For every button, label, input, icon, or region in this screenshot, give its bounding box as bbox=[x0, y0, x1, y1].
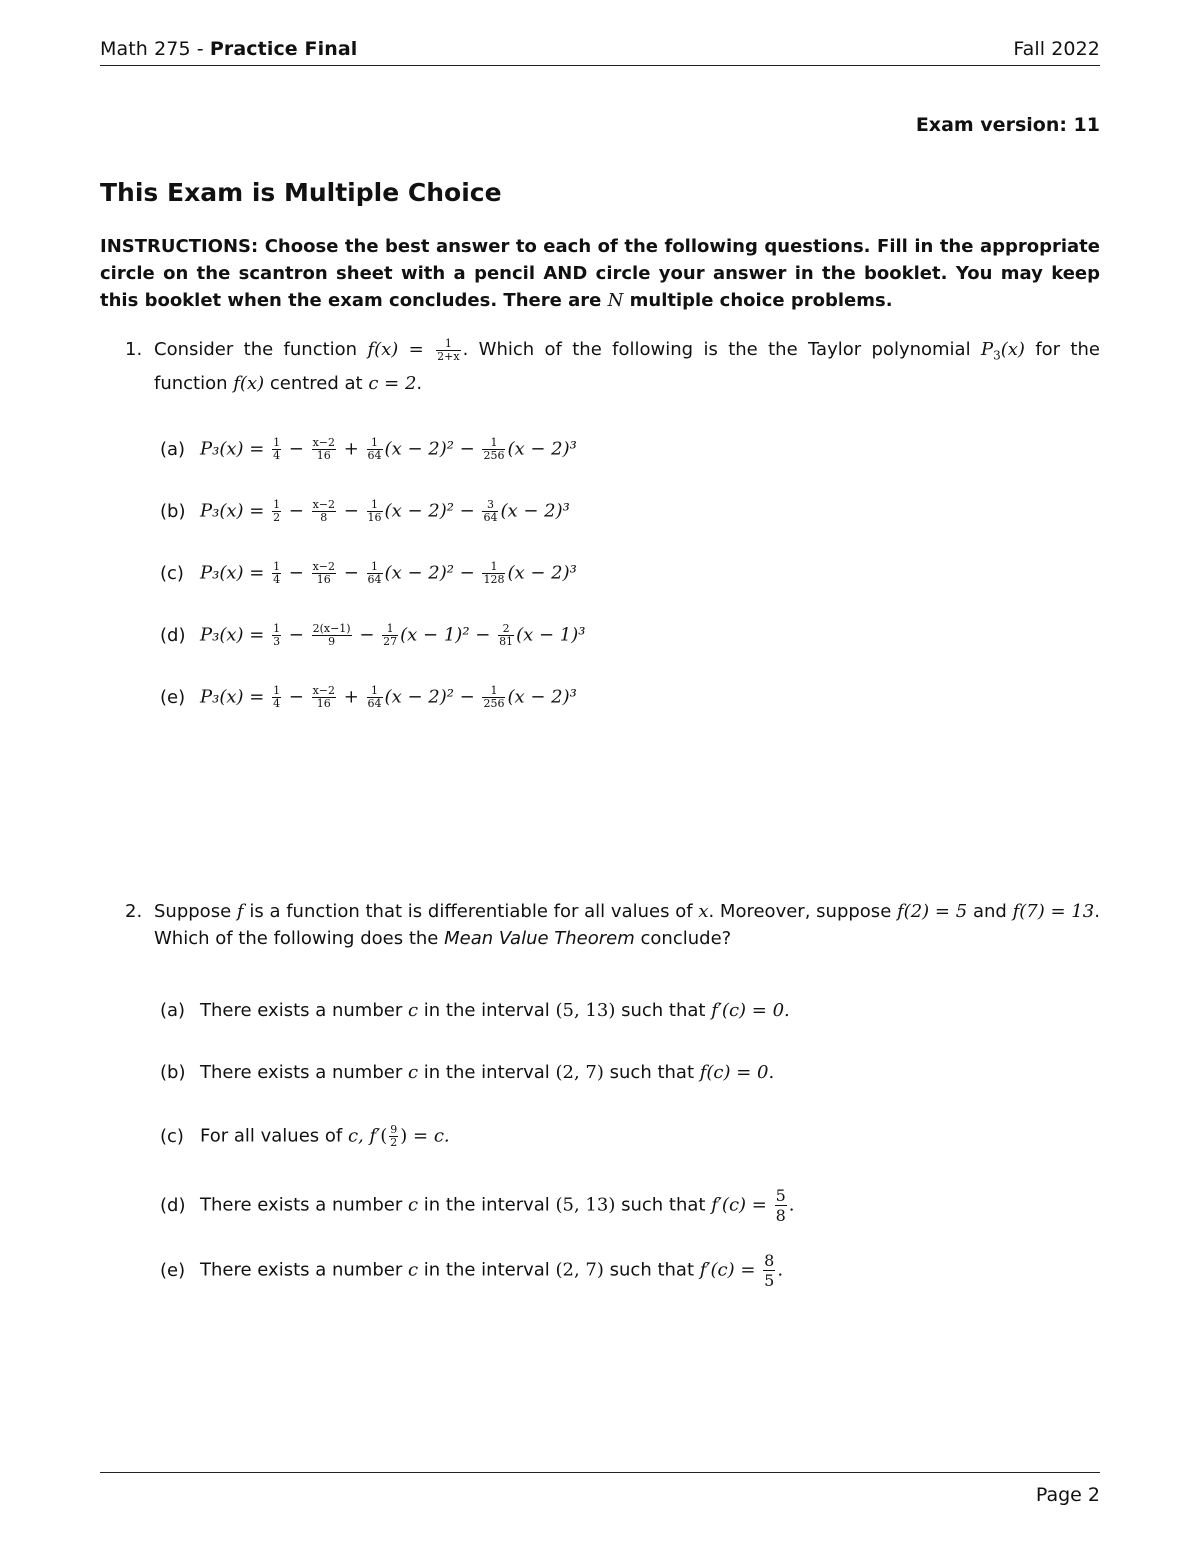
fraction-denominator: 2+x bbox=[437, 349, 460, 363]
option-label: (e) bbox=[160, 686, 186, 708]
course-label: Math 275 - bbox=[100, 38, 210, 60]
fraction-numerator: x−2 bbox=[312, 684, 336, 697]
math-paren: ) bbox=[400, 1125, 408, 1147]
math-expression: (5, 13) bbox=[555, 1000, 616, 1021]
fraction-denominator: 9 bbox=[312, 635, 352, 648]
option-label: (b) bbox=[160, 1062, 186, 1083]
math-expression: f(x) = bbox=[367, 339, 435, 360]
math-expression: (x − 2)² bbox=[384, 438, 454, 460]
math-operator: − bbox=[338, 500, 365, 522]
document-title: Practice Final bbox=[209, 38, 358, 60]
question-text: for the function bbox=[154, 339, 1100, 394]
page-heading: This Exam is Multiple Choice bbox=[100, 178, 502, 207]
option-text: There exists a number bbox=[200, 1259, 408, 1281]
math-expression: c = 2 bbox=[368, 372, 417, 394]
fraction-numerator: 3 bbox=[486, 498, 494, 511]
option-text: For all values of bbox=[200, 1125, 348, 1147]
fraction bbox=[272, 685, 281, 710]
question-text: and bbox=[972, 901, 1007, 922]
fraction bbox=[367, 561, 383, 586]
fraction-denominator: 16 bbox=[312, 573, 336, 586]
math-operator: − bbox=[338, 562, 365, 584]
question-number: 2. bbox=[125, 901, 143, 922]
math-expression: P₃(x) = bbox=[200, 438, 271, 460]
fraction bbox=[312, 623, 352, 648]
answer-option bbox=[160, 1000, 790, 1021]
fraction-numerator: 1 bbox=[273, 436, 281, 449]
math-operator: − bbox=[453, 686, 481, 708]
math-operator: − bbox=[283, 500, 310, 522]
option-text: in the interval bbox=[418, 1259, 556, 1281]
math-expression: f bbox=[236, 901, 244, 922]
answer-option bbox=[160, 1186, 795, 1225]
instructions-lead: INSTRUCTIONS: bbox=[100, 236, 259, 257]
fraction-numerator: 1 bbox=[444, 336, 452, 350]
fraction bbox=[272, 623, 281, 648]
fraction bbox=[482, 499, 498, 524]
fraction bbox=[482, 685, 505, 710]
fraction bbox=[312, 499, 336, 524]
option-text: There exists a number bbox=[200, 1000, 408, 1021]
math-operator: − bbox=[469, 624, 497, 646]
fraction-numerator: 1 bbox=[490, 684, 498, 697]
math-operator: − bbox=[353, 624, 381, 646]
question-text: centred at bbox=[269, 372, 363, 394]
fraction bbox=[312, 685, 336, 710]
fraction-denominator: 8 bbox=[312, 511, 336, 524]
footer-rule bbox=[100, 1472, 1100, 1473]
option-label: (a) bbox=[160, 1000, 186, 1021]
option-label: (a) bbox=[160, 438, 186, 460]
question-text: . Which of the following does the bbox=[154, 901, 1100, 949]
answer-option bbox=[160, 623, 585, 648]
fraction-denominator: 3 bbox=[273, 635, 281, 648]
math-expression: (x − 2)³ bbox=[507, 438, 577, 460]
option-label: (d) bbox=[160, 624, 186, 646]
fraction bbox=[367, 437, 383, 462]
option-text: in the interval bbox=[418, 1194, 556, 1216]
math-operator: − bbox=[283, 438, 310, 460]
answer-option bbox=[160, 1062, 774, 1083]
fraction-numerator: x−2 bbox=[312, 436, 336, 449]
math-expression: (x − 2)³ bbox=[500, 500, 570, 522]
fraction-denominator: 64 bbox=[367, 449, 382, 462]
math-expression: (x − 2)² bbox=[384, 562, 454, 584]
answer-option bbox=[160, 561, 577, 586]
math-operator: − bbox=[283, 686, 310, 708]
exam-version: Exam version: 11 bbox=[915, 114, 1100, 136]
instructions-var: N bbox=[607, 290, 624, 311]
math-operator: + bbox=[338, 686, 365, 708]
option-text: such that bbox=[615, 1000, 712, 1021]
option-text: such that bbox=[615, 1194, 712, 1216]
fraction-denominator: 128 bbox=[483, 573, 505, 586]
question-text: Suppose bbox=[154, 901, 232, 922]
fraction-numerator: 2(x−1) bbox=[312, 622, 351, 635]
fraction-denominator: 5 bbox=[764, 1271, 775, 1290]
math-expression: (x − 1)³ bbox=[516, 624, 586, 646]
question-text: . Moreover, suppose bbox=[708, 901, 892, 922]
answer-option bbox=[160, 1251, 783, 1290]
fraction-numerator: x−2 bbox=[312, 560, 336, 573]
fraction bbox=[312, 561, 336, 586]
math-operator: − bbox=[283, 624, 310, 646]
fraction-numerator: 8 bbox=[764, 1251, 775, 1270]
fraction-numerator: 1 bbox=[490, 560, 498, 573]
math-expression: P₃(x) = bbox=[200, 500, 271, 522]
math-expression: c, bbox=[347, 1125, 364, 1147]
math-operator: − bbox=[453, 500, 481, 522]
math-expression: f(2) = 5 bbox=[897, 901, 968, 922]
fraction-numerator: 1 bbox=[371, 498, 379, 511]
math-expression: (x − 1)² bbox=[400, 624, 470, 646]
fraction-denominator: 64 bbox=[367, 573, 382, 586]
fraction-numerator: 1 bbox=[371, 436, 379, 449]
math-expression: f′ bbox=[369, 1125, 381, 1147]
fraction-denominator: 27 bbox=[383, 635, 398, 648]
fraction-numerator: 1 bbox=[371, 684, 379, 697]
option-text: such that bbox=[603, 1259, 700, 1281]
fraction bbox=[272, 499, 281, 524]
answer-option bbox=[160, 499, 570, 524]
fraction bbox=[482, 561, 505, 586]
question-1: 1. Consider the function f(x) = $\frac{1}{2+x}$ . Which of the following is the the Taylor polynomial $P_3(x)$ for the function f(x) centred at c = 2. bbox=[125, 336, 1100, 394]
question-text: conclude? bbox=[640, 928, 732, 949]
page-header-left bbox=[100, 38, 357, 60]
fraction-denominator: 4 bbox=[273, 449, 281, 462]
math-expression: (x − 2)³ bbox=[507, 686, 577, 708]
answer-option bbox=[160, 437, 577, 462]
fraction-denominator: 16 bbox=[367, 511, 382, 524]
option-label: (e) bbox=[160, 1259, 186, 1281]
fraction-numerator: 1 bbox=[371, 560, 379, 573]
math-expression: (x − 2)² bbox=[384, 686, 454, 708]
math-operator: − bbox=[453, 562, 481, 584]
math-expression: P bbox=[980, 339, 994, 360]
option-text: There exists a number bbox=[200, 1194, 408, 1216]
math-expression: c bbox=[407, 1062, 419, 1083]
fraction-denominator: 16 bbox=[312, 697, 336, 710]
fraction bbox=[272, 561, 281, 586]
fraction bbox=[312, 437, 336, 462]
fraction-numerator: 1 bbox=[273, 560, 281, 573]
math-expression: f′(c) = bbox=[699, 1259, 762, 1281]
math-expression: c bbox=[407, 1259, 419, 1281]
math-expression: (x − 2)³ bbox=[507, 562, 577, 584]
fraction bbox=[775, 1186, 787, 1225]
page-number: Page 2 bbox=[1035, 1484, 1100, 1506]
math-expression: P₃(x) = bbox=[200, 562, 271, 584]
fraction bbox=[367, 685, 383, 710]
fraction-denominator: 64 bbox=[367, 697, 382, 710]
math-subscript: 3 bbox=[993, 348, 1001, 363]
math-expression: P₃(x) = bbox=[200, 624, 271, 646]
question-2 bbox=[125, 898, 1100, 952]
option-text: in the interval bbox=[418, 1000, 556, 1021]
fraction-numerator: 5 bbox=[775, 1186, 786, 1205]
fraction-numerator: 9 bbox=[390, 1123, 398, 1136]
fraction-denominator: 256 bbox=[483, 697, 505, 710]
fraction-denominator: 2 bbox=[390, 1136, 398, 1149]
math-expression: (x) bbox=[1000, 339, 1025, 360]
math-operator: − bbox=[453, 438, 481, 460]
option-text: in the interval bbox=[418, 1062, 556, 1083]
fraction-denominator: 16 bbox=[312, 449, 336, 462]
fraction-denominator: 81 bbox=[499, 635, 514, 648]
theorem-name: Mean Value Theorem bbox=[444, 928, 635, 949]
fraction bbox=[272, 437, 281, 462]
fraction-denominator: 4 bbox=[273, 573, 281, 586]
option-label: (c) bbox=[160, 562, 184, 584]
fraction-denominator: 64 bbox=[483, 511, 498, 524]
question-text: Consider the function bbox=[154, 339, 358, 360]
math-paren: ( bbox=[380, 1125, 388, 1147]
math-expression: f(7) = 13 bbox=[1012, 901, 1095, 922]
fraction-numerator: 1 bbox=[273, 684, 281, 697]
math-expression: f(c) = 0. bbox=[699, 1062, 775, 1083]
fraction-denominator: 4 bbox=[273, 697, 281, 710]
option-text: such that bbox=[603, 1062, 700, 1083]
fraction-numerator: 2 bbox=[502, 622, 510, 635]
fraction-numerator: 1 bbox=[273, 622, 281, 635]
math-expression: (2, 7) bbox=[555, 1062, 604, 1083]
instructions-text: Choose the best answer to each of the following questions. Fill in the appropriate circle on the scantron sheet with a pencil AND circle your answer in the booklet. You may keep this booklet when the exam concludes. There are bbox=[100, 236, 1100, 311]
instructions bbox=[100, 233, 1100, 314]
fraction bbox=[763, 1251, 775, 1290]
math-operator: − bbox=[283, 562, 310, 584]
instructions-tail: multiple choice problems. bbox=[629, 290, 893, 311]
option-label: (b) bbox=[160, 500, 186, 522]
option-label: (d) bbox=[160, 1194, 186, 1216]
fraction-denominator: 256 bbox=[483, 449, 505, 462]
math-expression: = c. bbox=[407, 1125, 450, 1147]
answer-option bbox=[160, 1124, 450, 1149]
fraction bbox=[389, 1124, 398, 1149]
fraction-numerator: 1 bbox=[490, 436, 498, 449]
math-period: . bbox=[788, 1194, 795, 1216]
term-label: Fall 2022 bbox=[1013, 38, 1100, 60]
fraction-denominator: 8 bbox=[775, 1206, 786, 1225]
math-expression: c bbox=[407, 1000, 419, 1021]
question-text: is a function that is differentiable for all values of bbox=[249, 901, 693, 922]
option-text: There exists a number bbox=[200, 1062, 408, 1083]
fraction bbox=[498, 623, 514, 648]
header-rule bbox=[100, 65, 1100, 66]
math-expression: P₃(x) = bbox=[200, 686, 271, 708]
math-expression: f(x) bbox=[233, 372, 265, 394]
question-text: . Which of the following is the the Taylor polynomial bbox=[462, 339, 971, 360]
math-period: . bbox=[777, 1259, 784, 1281]
math-expression: (x − 2)² bbox=[384, 500, 454, 522]
fraction bbox=[367, 499, 383, 524]
math-expression: x bbox=[698, 901, 709, 922]
math-expression: (2, 7) bbox=[555, 1259, 604, 1281]
fraction bbox=[482, 437, 505, 462]
math-expression: f′(c) = 0. bbox=[711, 1000, 790, 1021]
fraction-numerator: 1 bbox=[386, 622, 394, 635]
option-label: (c) bbox=[160, 1125, 184, 1147]
answer-option bbox=[160, 685, 577, 710]
math-expression: f′(c) = bbox=[711, 1194, 773, 1216]
fraction bbox=[382, 623, 398, 648]
fraction-numerator: x−2 bbox=[312, 498, 336, 511]
math-expression: c bbox=[407, 1194, 419, 1216]
math-operator: + bbox=[338, 438, 365, 460]
question-number: 1. bbox=[125, 339, 143, 360]
math-expression: (5, 13) bbox=[555, 1194, 616, 1216]
fraction-denominator: 2 bbox=[273, 511, 281, 524]
fraction-numerator: 1 bbox=[273, 498, 281, 511]
